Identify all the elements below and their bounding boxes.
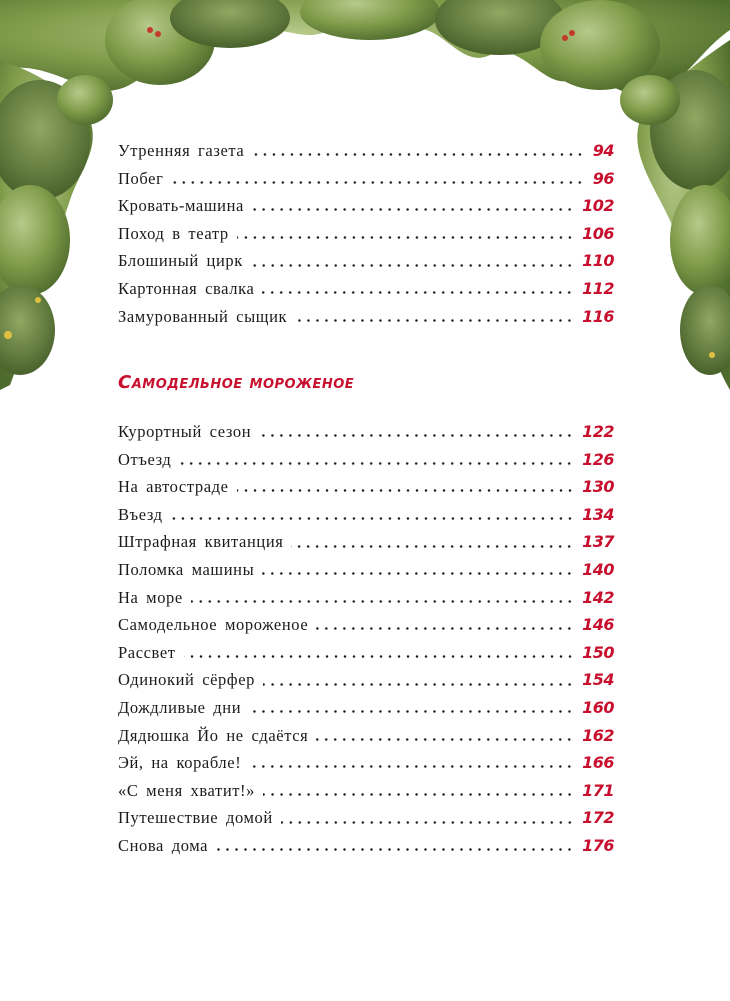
toc-entry[interactable] — [118, 192, 614, 220]
toc-entry[interactable] — [118, 303, 614, 331]
dot-leader — [237, 236, 574, 239]
dot-leader — [249, 765, 574, 768]
toc-entry[interactable] — [118, 584, 614, 612]
toc-entry[interactable] — [118, 446, 614, 474]
dot-leader — [262, 291, 574, 294]
toc-entry-page-number: 140 — [582, 559, 614, 579]
toc-entry[interactable] — [118, 418, 614, 446]
dot-leader — [291, 545, 574, 548]
toc-entry[interactable] — [118, 275, 614, 303]
dot-leader — [316, 738, 574, 741]
toc-entry-title: Блошиный цирк — [118, 251, 243, 271]
dot-leader — [252, 153, 584, 156]
dot-leader — [251, 264, 574, 267]
toc-entry-title: На автостраде — [118, 477, 229, 497]
toc-entry-title: Курортный сезон — [118, 422, 252, 441]
toc-entry[interactable] — [118, 556, 614, 584]
dot-leader — [249, 710, 574, 713]
toc-entry-page-number: 176 — [582, 835, 614, 855]
toc-entry-title: Поломка машины — [118, 559, 255, 579]
dot-leader — [316, 627, 574, 630]
toc-list-part1 — [118, 137, 614, 330]
dot-leader — [263, 793, 574, 796]
toc-entry-title: Кровать-машина — [118, 196, 244, 216]
toc-entry-page-number: 137 — [582, 532, 614, 552]
toc-entry[interactable] — [118, 639, 614, 667]
toc-entry-title: Въезд — [118, 504, 163, 524]
foliage-top — [0, 0, 730, 96]
dot-leader — [191, 600, 574, 603]
toc-entry-title: Одинокий сёрфер — [118, 670, 255, 690]
toc-entry-page-number: 112 — [582, 278, 614, 298]
toc-entry[interactable] — [118, 722, 614, 750]
dot-leader — [262, 572, 574, 575]
dot-leader — [263, 683, 574, 686]
toc-entry-title: «С меня хватит!» — [118, 780, 256, 800]
toc-entry-title: Эй, на корабле! — [118, 753, 242, 773]
toc-entry-title: Дождливые дни — [118, 697, 242, 717]
dot-leader — [252, 208, 574, 211]
toc-entry-page-number: 160 — [582, 697, 614, 717]
toc-entry-page-number: 166 — [582, 753, 614, 773]
dot-leader — [171, 181, 584, 184]
toc-entry-title: Рассвет — [118, 642, 176, 662]
toc-entry-title: Утренняя газета — [118, 141, 245, 160]
toc-entry-page-number: 150 — [582, 642, 614, 662]
toc-entry-page-number: 94 — [592, 141, 614, 160]
dot-leader — [295, 319, 574, 322]
dot-leader — [281, 821, 574, 824]
toc-entry[interactable] — [118, 137, 614, 165]
toc-entry-page-number: 142 — [582, 587, 614, 607]
toc-entry[interactable] — [118, 666, 614, 694]
toc-entry-page-number: 146 — [582, 615, 614, 635]
toc-entry[interactable] — [118, 165, 614, 193]
toc-entry-title: Снова дома — [118, 835, 209, 855]
toc-entry-page-number: 134 — [582, 504, 614, 524]
toc-entry-title: На море — [118, 587, 183, 607]
toc-entry-page-number: 130 — [582, 477, 614, 497]
toc-entry-title: Дядюшка Йо не сдаётся — [118, 725, 309, 745]
toc-entry[interactable] — [118, 528, 614, 556]
toc-entry-title: Отъезд — [118, 449, 172, 469]
toc-entry[interactable] — [118, 501, 614, 529]
toc-entry-page-number: 96 — [592, 168, 614, 188]
toc-list-part2 — [118, 418, 614, 860]
toc-entry-page-number: 172 — [582, 808, 614, 828]
dot-leader — [171, 517, 574, 520]
toc-entry-page-number: 154 — [582, 670, 614, 690]
toc-entry-page-number: 102 — [582, 196, 614, 216]
toc-entry[interactable] — [118, 749, 614, 777]
toc-entry[interactable] — [118, 473, 614, 501]
toc-entry-title: Побег — [118, 168, 164, 188]
dot-leader — [259, 434, 574, 437]
toc-entry[interactable] — [118, 777, 614, 805]
toc-entry-page-number: 171 — [582, 780, 614, 800]
toc-entry-title: Самодельное мороженое — [118, 615, 309, 635]
toc-entry[interactable] — [118, 804, 614, 832]
foliage-right — [620, 40, 730, 390]
toc-entry-page-number: 122 — [582, 422, 614, 441]
dot-leader — [184, 655, 575, 658]
toc-entry-page-number: 110 — [582, 251, 614, 271]
toc-entry[interactable] — [118, 832, 614, 860]
toc-entry-title: Картонная свалка — [118, 278, 255, 298]
foliage-left — [0, 60, 113, 390]
toc-entry-page-number: 116 — [582, 306, 614, 326]
toc-entry-title: Замурованный сыщик — [118, 306, 288, 326]
toc-entry[interactable] — [118, 611, 614, 639]
toc-entry-title: Поход в театр — [118, 223, 229, 243]
dot-leader — [179, 462, 574, 465]
dot-leader — [216, 848, 574, 851]
toc-entry-page-number: 106 — [582, 223, 614, 243]
toc-entry[interactable] — [118, 220, 614, 248]
toc-entry-page-number: 162 — [582, 725, 614, 745]
toc-entry-title: Штрафная квитанция — [118, 532, 284, 552]
toc-entry-title: Путешествие домой — [118, 808, 273, 828]
toc-entry[interactable] — [118, 247, 614, 275]
dot-leader — [237, 489, 575, 492]
toc-entry-page-number: 126 — [582, 449, 614, 469]
toc-entry[interactable] — [118, 694, 614, 722]
section-heading: Самодельное мороженое — [118, 372, 355, 393]
